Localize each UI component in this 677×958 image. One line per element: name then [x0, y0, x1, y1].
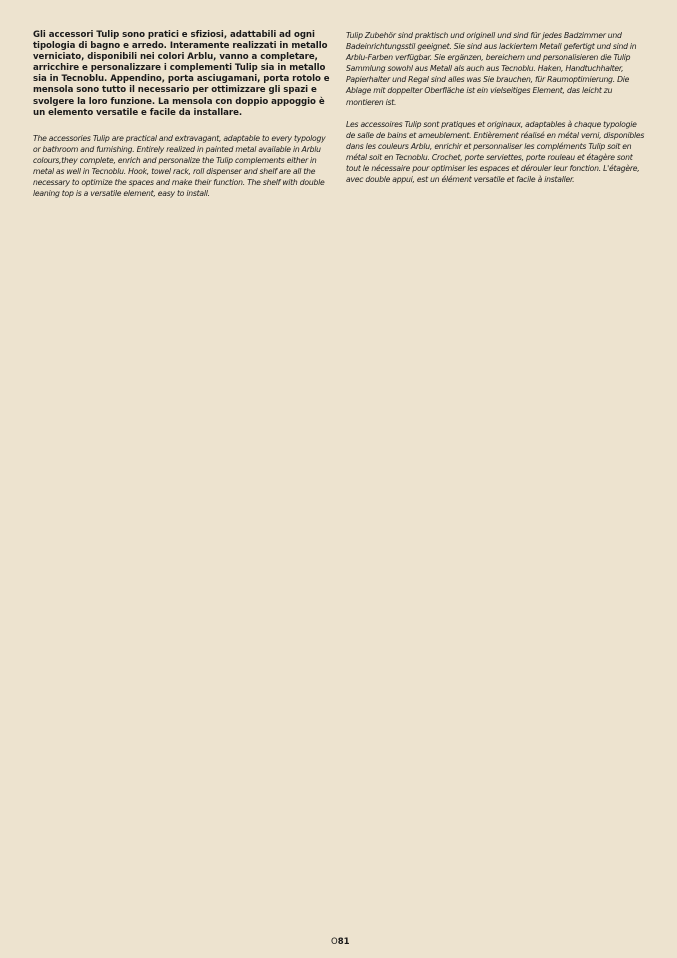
page-number: [331, 937, 350, 947]
right-column: [346, 30, 646, 196]
french-paragraph: Les accessoires Tulip sont pratiques et originaux, adaptables à chaque typologie de salle de bains et ameublement. Entièrement réalisé en métal verni, disponibles dans les couleurs Arblu, enrichir et personnaliser les compléments Tulip soit en métal soit en Tecnoblu. Crochet, porte serviettes, porte rouleau et étagère sont tout le nécessaire pour optimiser les espaces et dérouler leur fonction. L'étagère, avec double appui, est un élément versatile et facile à installer.: [346, 119, 645, 185]
english-paragraph: The accessories Tulip are practical and extravagant, adaptable to every typology or bathroom and furnishing. Entirely realized in painted metal available in Arblu colours,they complete, enrich and personalize the Tulip complements either in metal as well in Tecnoblu. Hook, towel rack, roll dispenser and shelf are all the necessary to optimize the spaces and make their function. The shelf with double leaning top is a versatile element, easy to install.: [33, 133, 326, 199]
page-number-value: 81: [337, 937, 350, 947]
left-column: [33, 30, 333, 210]
german-paragraph: Tulip Zubehör sind praktisch und originell und sind für jedes Badzimmer und Badeinrichtungsstil geeignet. Sie sind aus lackiertem Metall gefertigt und sind in Arblu-Farben verfügbar. Sie ergänzen, bereichern und personalisieren die Tulip Sammlung sowohl aus Metall als auch aus Tecnoblu. Haken, Handtuchhalter, Papierhalter und Regal sind alles was Sie brauchen, für Raumoptimierung. Die Ablage mit doppelter Oberfläche ist ein vielseitiges Element, das leicht zu montieren ist.: [346, 31, 637, 107]
italian-paragraph: Gli accessori Tulip sono pratici e sfiziosi, adattabili ad ogni tipologia di bagno e arredo. Interamente realizzati in metallo verniciato, disponibili nei colori Arblu, vanno a completare, arricchire e personalizzare i complementi Tulip sia in metallo sia in Tecnoblu. Appendino, porta asciugamani, porta rotolo e mensola sono tutto il necessario per ottimizzare gli spazi e svolgere la loro funzione. La mensola con doppio appoggio è un elemento versatile e facile da installare.: [33, 30, 330, 118]
page-number-prefix: O: [331, 937, 338, 947]
